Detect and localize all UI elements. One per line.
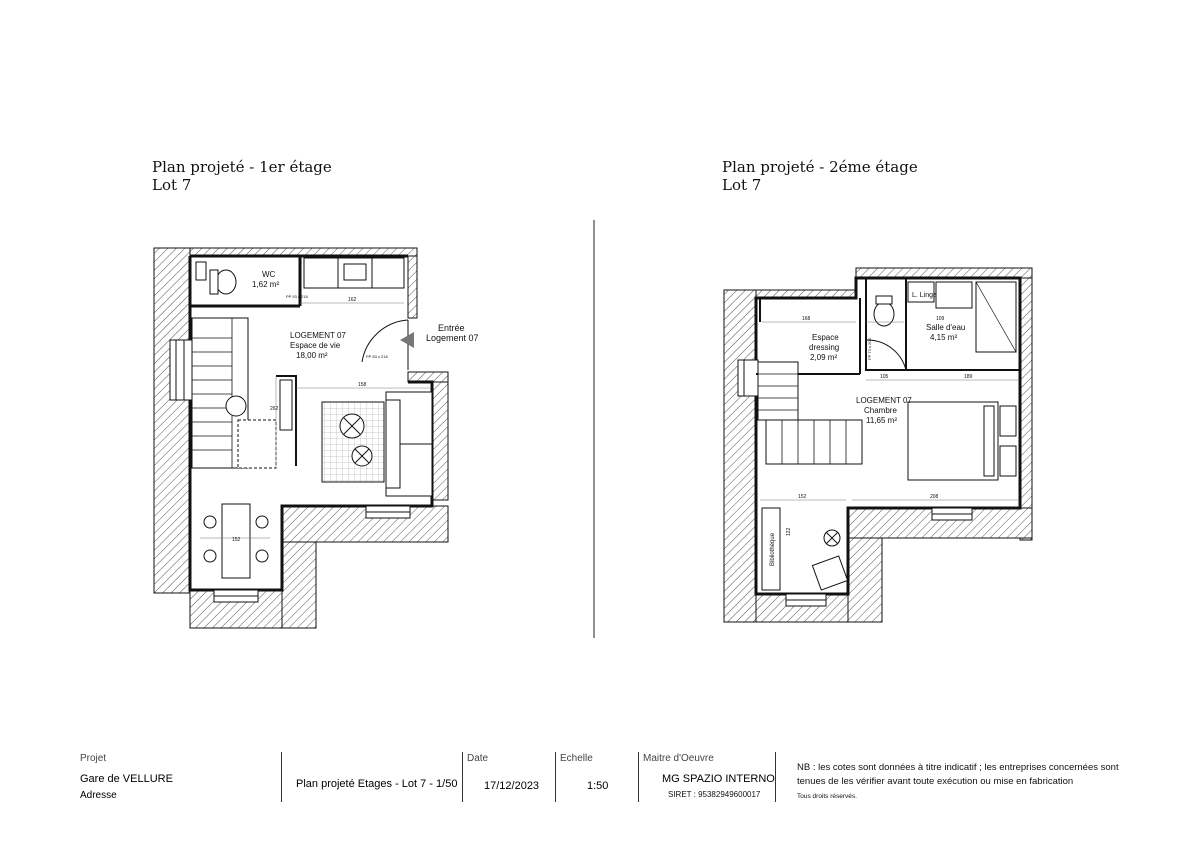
plan-2-nightstand-bottom (1000, 446, 1016, 476)
maitre-label: Maitre d'Oeuvre (643, 753, 714, 764)
date-value: 17/12/2023 (484, 780, 540, 792)
plan-2-bed-logement: LOGEMENT 07 (856, 396, 912, 405)
plan-1-entry-label-1: Entrée (438, 323, 465, 333)
echelle-value: 1:50 (587, 780, 609, 792)
sheet-title: Plan projeté Etages - Lot 7 - 1/50 (296, 778, 458, 790)
plan-1-bottom-right-wall (282, 542, 316, 628)
tb-separator-2 (462, 752, 463, 802)
tb-separator-1 (281, 752, 282, 802)
plan-2-lot: Lot 7 (722, 176, 762, 194)
date-label: Date (467, 753, 489, 764)
plan-1-dim-0: 162 (348, 297, 357, 303)
plan-1-right-wall-lower (432, 372, 448, 500)
plan-1-wc-basin (196, 262, 206, 280)
note-line-1: NB : les cotes sont données à titre indicatif ; les entreprises concernées sont (797, 762, 1119, 773)
tb-separator-3 (555, 752, 556, 802)
plan-1-left-wall (154, 248, 190, 593)
plan-1-lot: Lot 7 (152, 176, 192, 194)
plan-1-wc-label: WC (262, 270, 276, 279)
plan-1-entry-door (362, 320, 408, 370)
maitre-name: MG SPAZIO INTERNO (662, 773, 775, 785)
plan-1-dim-5: PP 93 x 218 (286, 294, 308, 299)
plan-2-dim-6: 122 (786, 527, 792, 536)
plan-1-stair-landing (238, 420, 276, 468)
plan-2-left-wall (724, 290, 756, 622)
plan-2-window-left (738, 360, 758, 396)
plan-1-entry-label-2: Logement 07 (426, 333, 479, 343)
tb-separator-5 (775, 752, 776, 802)
plan-2-dim-1: 105 (880, 374, 889, 380)
plan-2-washbasin (936, 282, 972, 308)
plan-1-bottom-step (282, 506, 448, 542)
plan-2-dim-3: 152 (798, 494, 807, 500)
plan-1-dim-3: 152 (232, 537, 241, 543)
plan-2-nightstand-top (1000, 406, 1016, 436)
plan-1-living-area: 18,00 m² (296, 351, 328, 360)
plan-2-title: Plan projeté - 2éme étage (722, 158, 918, 176)
plan-1-dim-1: 158 (358, 382, 367, 388)
projet-name: Gare de VELLURE (80, 773, 173, 785)
plan-2-dressing-area: 2,09 m² (810, 353, 838, 362)
plan-2-bath-label: Salle d'eau (926, 323, 966, 332)
plan-1-living-logement: LOGEMENT 07 (290, 331, 346, 340)
plan-1-entry-arrow (400, 332, 414, 348)
plan-2-dim-5: 109 (936, 316, 945, 322)
rights: Tous droits réservés. (797, 793, 857, 800)
plan-2-dim-0: 168 (802, 316, 811, 322)
plan-1-right-wall-upper (408, 256, 417, 318)
plan-2-bath-door (866, 340, 906, 370)
plan-1-wc-toilet (216, 270, 236, 294)
plan-2-right-wall (1020, 278, 1032, 540)
plan-2-dressing-label-2: dressing (809, 343, 840, 352)
plan-1-living-name: Espace de vie (290, 341, 341, 350)
plan-2-bed-area: 11,65 m² (866, 416, 897, 425)
plan-2-dim-2: 189 (964, 374, 973, 380)
plan-2-toilet (874, 302, 894, 326)
plan-2-dim-4: 208 (930, 494, 939, 500)
projet-label: Projet (80, 753, 107, 764)
plan-1-dim-2: 262 (270, 406, 279, 412)
plan-1-dim-4: PP 83 x 218 (366, 354, 388, 359)
plan-2-bath-area: 4,15 m² (930, 333, 958, 342)
plan-2 (724, 268, 1032, 622)
plan-1-window-left (170, 340, 192, 400)
plan-2-bookshelf-label: Bibliothèque (770, 532, 776, 566)
plan-1-round-stool (226, 396, 246, 416)
tb-separator-4 (638, 752, 639, 802)
echelle-label: Echelle (560, 753, 593, 764)
plan-1 (154, 248, 479, 628)
note-line-2: tenues de les vérifier avant toute exécution ou mise en fabrication (797, 776, 1074, 787)
plan-1-title: Plan projeté - 1er étage (152, 158, 332, 176)
plan-2-armchair (812, 556, 847, 590)
plan-2-linge-label: L. Linge (912, 292, 937, 299)
siret: SIRET : 95382949600017 (668, 790, 761, 799)
plan-2-stairs-upper (758, 362, 798, 420)
plan-2-bed-name: Chambre (864, 406, 897, 415)
plan-2-dressing-label-1: Espace (812, 333, 839, 342)
projet-address: Adresse (80, 790, 117, 801)
plan-2-bottom-right-wall (848, 538, 882, 622)
plan-1-wc-area: 1,62 m² (252, 280, 280, 289)
plan-2-dim-7: PP 73 x 204 (867, 338, 872, 360)
